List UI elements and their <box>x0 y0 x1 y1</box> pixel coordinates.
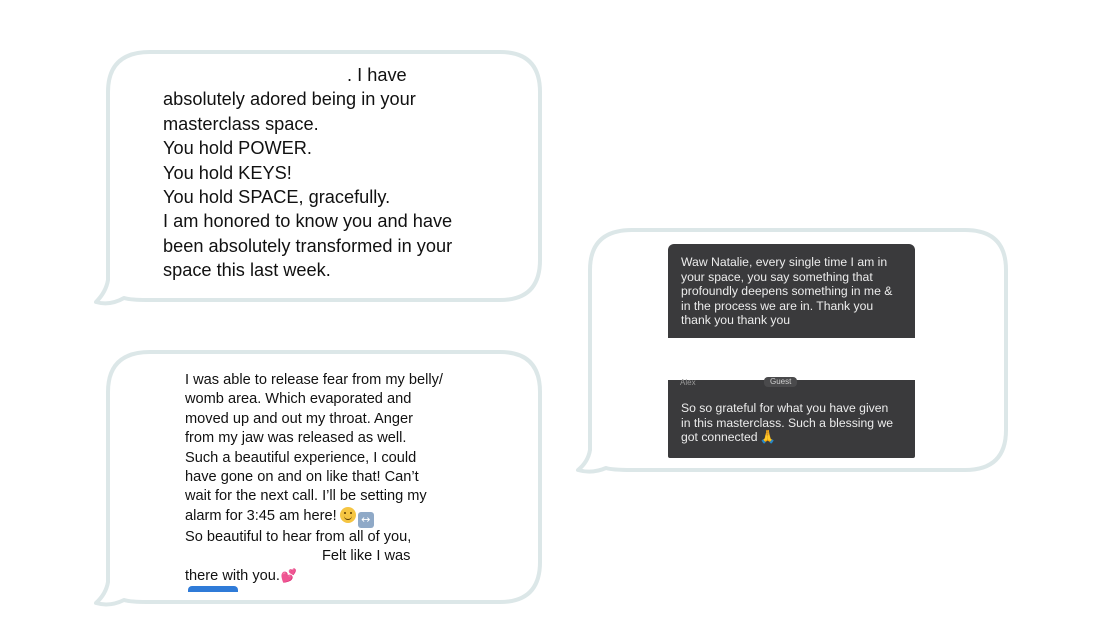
guest-badge: Guest <box>764 377 797 387</box>
testimonial-2-line-there-with-you: there with you. <box>185 567 280 584</box>
testimonial-1-text <box>163 63 493 283</box>
chat-message-card-2 <box>668 377 915 458</box>
testimonial-2-felt-like-text: Felt like I was <box>322 548 411 565</box>
testimonial-2-text <box>185 371 455 586</box>
two-hearts-icon: 💕 <box>280 568 298 584</box>
faded-sender-name: Alex <box>680 378 696 387</box>
left-right-arrow-icon: ↔ <box>358 512 374 528</box>
praying-hands-icon: 🙏 <box>759 430 776 446</box>
smiling-face-icon <box>340 507 356 523</box>
chat-message-1-text: Waw Natalie, every single time I am in your space, you say something that profoundly deepens something in me & in the process we are in. Thank you thank you thank you <box>681 255 893 328</box>
testimonial-2-line-so-beautiful: So beautiful to hear from all of you, <box>185 528 412 545</box>
testimonial-2-line-felt-like <box>185 547 455 566</box>
chat-message-card-1 <box>668 244 915 338</box>
redaction-gap <box>660 338 922 381</box>
testimonial-2-body: I was able to release fear from my belly/ womb area. Which evaporated and moved up and out my throat. Anger from my jaw was released as well. Such a beautiful experience, I could have gone on and on like that! Can’t wait for the next call. I’ll be setting my alarm for 3:45 am here! <box>185 372 443 524</box>
cropped-blue-tab <box>188 586 238 592</box>
testimonial-1-first-line: . I have <box>347 65 407 85</box>
chat-message-2-text: So so grateful for what you have given in this masterclass. Such a blessing we got connected <box>681 401 894 445</box>
testimonial-1-body: absolutely adored being in your masterclass space. You hold POWER. You hold KEYS! You hold SPACE, gracefully. I am honored to know you and have been absolutely transformed in your space this last week. <box>163 89 453 281</box>
